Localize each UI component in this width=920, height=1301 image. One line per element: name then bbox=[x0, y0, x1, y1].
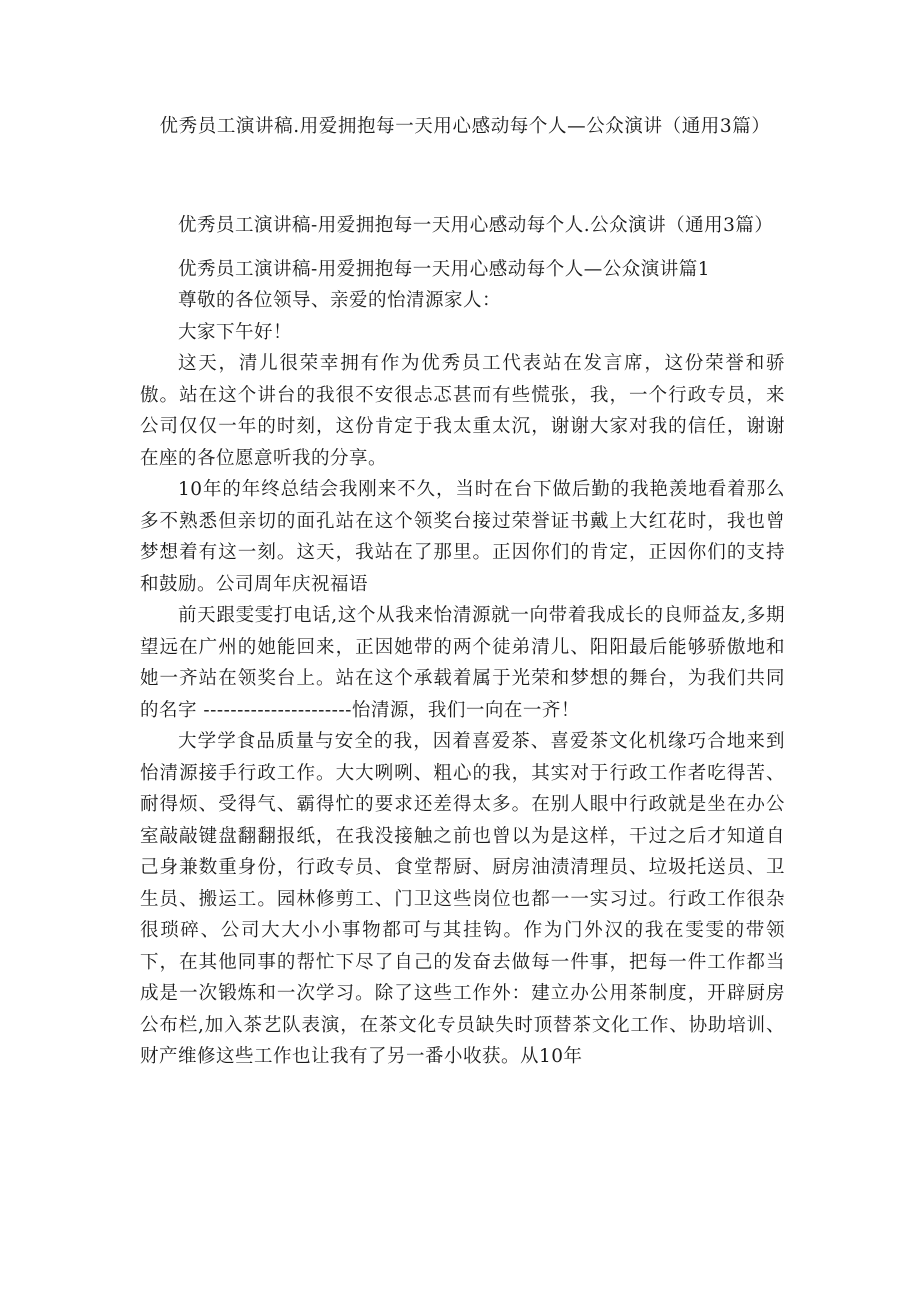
greeting: 大家下午好！ bbox=[178, 321, 293, 343]
paragraph: 前天跟雯雯打电话,这个从我来怡清源就一向带着我成长的良师益友,多期望远在广州的她能回来，正因她带的两个徒弟清儿、阳阳最后能够骄傲地和她一齐站在领奖台上。站在这个承载着属于光荣和梦想的舞台，为我们共同的名字 ----------------------怡清源，我们一向在一齐！ bbox=[140, 605, 785, 721]
document-subtitle: 优秀员工演讲稿-用爱拥抱每一天用心感动每个人.公众演讲（通用3篇） bbox=[178, 215, 774, 236]
paragraph: 10年的年终总结会我刚来不久，当时在台下做后勤的我艳羡地看着那么多不熟悉但亲切的面孔站在这个领奖台接过荣誉证书戴上大红花时，我也曾梦想着有这一刻。这天，我站在了那里。正因你们的肯定，正因你们的支持和鼓励。公司周年庆祝福语 bbox=[140, 479, 785, 595]
paragraph: 这天，清儿很荣幸拥有作为优秀员工代表站在发言席，这份荣誉和骄傲。站在这个讲台的我很不安很忐忑甚而有些慌张，我，一个行政专员，来公司仅仅一年的时刻，这份肯定于我太重太沉，谢谢大家对我的信任，谢谢在座的各位愿意听我的分享。 bbox=[140, 353, 785, 469]
section-heading: 优秀员工演讲稿-用爱拥抱每一天用心感动每个人—公众演讲篇1 bbox=[178, 258, 711, 280]
salutation: 尊敬的各位领导、亲爱的怡清源家人： bbox=[178, 290, 502, 311]
document-body bbox=[140, 210, 785, 1073]
paragraph: 大学学食品质量与安全的我，因着喜爱茶、喜爱茶文化机缘巧合地来到怡清源接手行政工作。大大咧咧、粗心的我，其实对于行政工作者吃得苦、耐得烦、受得气、霸得忙的要求还差得太多。在别人眼中行政就是坐在办公室敲敲键盘翻翻报纸，在我没接触之前也曾以为是这样，干过之后才知道自己身兼数重身份，行政专员、食堂帮厨、厨房油渍清理员、垃圾托送员、卫生员、搬运工。园林修剪工、门卫这些岗位也都一一实习过。行政工作很杂很琐碎、公司大大小小事物都可与其挂钩。作为门外汉的我在雯雯的带领下，在其他同事的帮忙下尽了自己的发奋去做每一件事，把每一件工作都当成是一次锻炼和一次学习。除了这些工作外：建立办公用茶制度，开辟厨房公布栏,加入茶艺队表演，在茶文化专员缺失时顶替茶文化工作、协助培训、财产维修这些工作也让我有了另一番小收获。从10年 bbox=[140, 731, 785, 1067]
document-title: 优秀员工演讲稿.用爱拥抱每一天用心感动每个人—公众演讲（通用3篇） bbox=[159, 116, 771, 137]
